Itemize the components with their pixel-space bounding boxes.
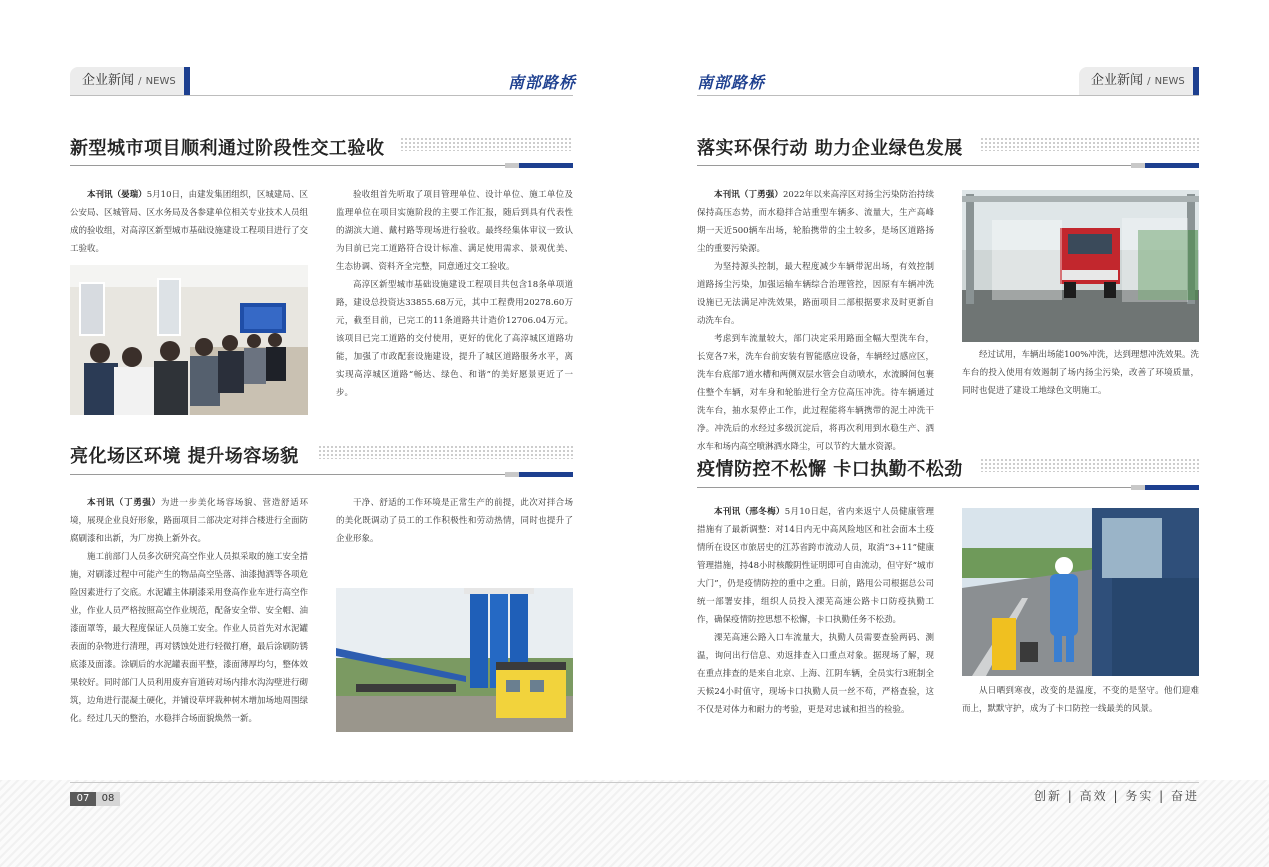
article-paragraph: 干净、舒适的工作环境是正常生产的前提，此次对拌合场的美化既调动了员工的工作积极性和劳动热情，同时也提升了企业形象。 [336, 498, 573, 544]
header-line-left [70, 95, 573, 96]
article-paragraph: 2022年以来高淳区对扬尘污染防治持续保持高压态势，而水稳拌合站重型车辆多、流量大，生产高峰期一天近500辆车出场，轮胎携带的尘土较多，是场区道路扬尘的重要污染源。 [697, 190, 934, 254]
title-dot-pattern [980, 137, 1199, 151]
car-wash-photo-image [962, 190, 1199, 342]
title-rule [70, 165, 573, 166]
article-paragraph: 为坚持源头控制，最大程度减少车辆带泥出场，有效控制道路扬尘污染，加强运输车辆综合治理管控，因原有车辆冲洗设施已无法满足冲洗效果，路面项目二部根据要求及时更新自动洗车台。 [697, 262, 934, 326]
section-label-en: NEWS [1154, 76, 1185, 87]
title-dot-pattern [980, 458, 1199, 472]
title-rule-accent-gray [1131, 163, 1145, 168]
title-rule-accent-gray [1131, 485, 1145, 490]
article-paragraph: 施工前部门人员多次研究高空作业人员拟采取的施工安全措施，对刷漆过程中可能产生的物品高空坠落、油漆抛洒等各项危险因素进行了交底。水泥罐主体刷漆采用登高作业车进行高空作业，作业人员严格按照高空作业规范，配备安全带、安全帽、油漆面罩等，最大程度保证人员施工安全。作业人员首先对水泥罐表面的杂物进行清理，再对锈蚀处进行轻微打磨，最后涂刷防锈底漆及面漆。涂刷后的水泥罐表面平整，漆面薄厚均匀，整体效果较好。同时部门人员利用废弃盲道砖对场内排水沟沟壁进行砌筑，边角进行混凝土硬化，并铺设草坪栽种树木增加场地周围绿化。经过几天的整治，水稳拌合场面貌焕然一新。 [70, 552, 309, 724]
mixing-plant-photo [336, 588, 573, 732]
meeting-photo-image [70, 265, 308, 415]
article-column [962, 346, 1199, 438]
title-dot-pattern [318, 445, 573, 459]
section-label-en: NEWS [145, 76, 176, 87]
article-column [70, 186, 308, 264]
mixing-plant-photo-image [336, 588, 573, 732]
article-paragraph: 验收组首先听取了项目管理单位、设计单位、施工单位及监理单位在项目实施阶段的主要工作汇报，随后到具有代表性的湖滨大道、戴村路等现场进行验收。最终经集体审议一致认为目前已完工道路符合设计标准、满足使用需求、景观优美、生态协调、资料齐全完整，同意通过交工验收。 [336, 190, 573, 272]
article-title: 落实环保行动 助力企业绿色发展 [697, 138, 963, 159]
page-number-right: 08 [96, 792, 120, 806]
article-paragraph: 经过试用，车辆出场能100%冲洗，达到理想冲洗效果。洗车台的投入使用有效遏制了场内扬尘污染，改善了环境质量，同时也促进了建设工地绿色文明施工。 [962, 350, 1199, 396]
section-tab-right [1079, 67, 1195, 95]
article-byline: 本刊讯（丁勇强） [87, 498, 161, 508]
title-rule-accent-blue [1145, 163, 1199, 168]
article-column [962, 682, 1199, 738]
article-paragraph: 考虑到车流量较大，部门决定采用路面全幅大型洗车台，长宽各7米，洗车台前安装有智能感应设备，车辆经过感应区，洗车台底部7道水槽和两侧双层水管会自动喷水，水流瞬间包裹住整个车辆，对车身和轮胎进行全方位高压冲洗。待车辆通过洗车台，抽水泵停止工作，此过程能将车辆携带的泥土冲洗干净。冲洗后的水经过多级沉淀后，将再次利用到水稳生产、洒水车和场内高空喷淋洒水降尘，可以节约大量水资源。 [697, 334, 934, 452]
checkpoint-photo-image [962, 508, 1199, 676]
article-column [697, 186, 934, 452]
article-paragraph: 溧芜高速公路入口车流量大，执勤人员需要查验两码、测温，询问出行信息、劝返排查入口重点对象。据现场了解，现在重点排查的是来自北京、上海、江阴车辆，全员实行3班制全天候24小时值守，现场卡口执勤人员一丝不苟，严格查验，这不仅是对体力和耐力的考验，更是对忠诚和担当的检验。 [697, 633, 934, 715]
article-byline: 本刊讯（晏瑞） [87, 190, 147, 200]
article-column [336, 186, 573, 426]
title-dot-pattern [400, 137, 573, 151]
brand-logo-right: 南部路桥 [697, 73, 766, 92]
title-rule-accent-blue [519, 163, 573, 168]
footer-slogan: 创新 | 高效 | 务实 | 奋进 [1033, 789, 1199, 803]
page-number-left: 07 [70, 792, 96, 806]
article-column [336, 494, 573, 584]
section-separator: / [1147, 76, 1151, 87]
section-tab-accent-left [184, 67, 190, 95]
title-rule-accent-blue [519, 472, 573, 477]
title-rule [697, 487, 1199, 488]
article-title: 新型城市项目顺利通过阶段性交工验收 [70, 138, 385, 159]
car-wash-photo [962, 190, 1199, 342]
article-byline: 本刊讯（丁勇强） [714, 190, 783, 200]
article-paragraph: 从日晒到寒夜，改变的是温度，不变的是坚守。他们迎难而上，默默守护，成为了卡口防控一线最美的风景。 [962, 686, 1199, 714]
section-separator: / [138, 76, 142, 87]
article-byline: 本刊讯（邢冬梅） [714, 507, 785, 517]
title-rule [70, 474, 573, 475]
title-rule-accent-gray [505, 163, 519, 168]
brand-logo-left: 南部路桥 [508, 73, 577, 92]
meeting-photo [70, 265, 308, 415]
header-line-right [697, 95, 1199, 96]
article-paragraph: 5月10日起，省内来返宁人员健康管理措施有了最新调整：对14日内无中高风险地区和社会面本土疫情所在设区市旅居史的江苏省跨市流动人员，取消“3+11”健康管理措施，持48小时核酸阴性证明即可自由流动，但守好“城市大门”，仍是疫情防控的重中之重。日前，路甩公司根据总公司统一部署安排，组织人员投入溧芜高速公路卡口防疫执勤工作，确保疫情防控思想不松懈，卡口执勤任务不松劲。 [697, 507, 934, 625]
title-rule-accent-gray [505, 472, 519, 477]
article-paragraph: 高淳区新型城市基础设施建设工程项目共包含18条单项道路，建设总投资达33855.68万元，其中工程费用20278.60万元，截至目前，已完工的11条道路共计造价12706.04万元。该项目已完工道路的交付使用，更好的优化了高淳城区道路功能，加强了市政配套设施建设，提升了城区道路服务水平，离实现高淳城区道路“畅达、绿色、和谐”的美好愿景更近了一步。 [336, 280, 573, 398]
title-rule [697, 165, 1199, 166]
article-paragraph: 5月10日，由建发集团组织，区城建局、区公安局、区城管局、区水务局及各参建单位相关专业技术人员组成的验收组，对高淳区新型城市基础设施建设工程项目进行了交工验收。 [70, 190, 309, 254]
article-column [697, 503, 934, 737]
article-paragraph: 为进一步美化场容场貌、营造舒适环境，展现企业良好形象，路面项目二部决定对拌合楼进行全面防腐刷漆和出新，为厂房换上新外衣。 [70, 498, 309, 544]
section-label-cn: 企业新闻 [82, 73, 135, 88]
article-title: 亮化场区环境 提升场容场貌 [70, 446, 299, 467]
article-title: 疫情防控不松懈 卡口执勤不松劲 [697, 459, 963, 480]
checkpoint-photo [962, 508, 1199, 676]
section-label-cn: 企业新闻 [1091, 73, 1144, 88]
section-tab-left [70, 67, 186, 95]
title-rule-accent-blue [1145, 485, 1199, 490]
article-column [70, 494, 308, 732]
footer-line [70, 782, 1199, 783]
section-tab-accent-right [1193, 67, 1199, 95]
